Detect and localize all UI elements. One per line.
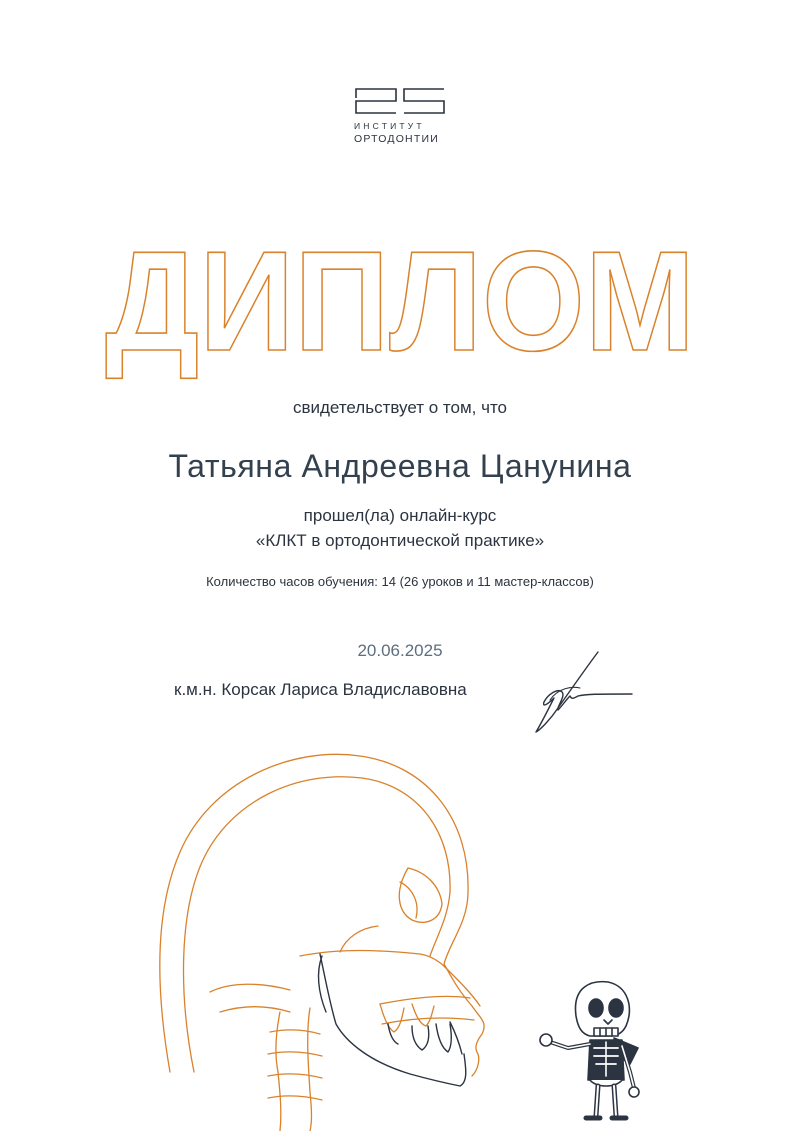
completed-course-text: прошел(ла) онлайн-курс	[303, 506, 497, 525]
recipient-name: Татьяна Андреевна Цанунина	[168, 448, 632, 484]
signer-name: к.м.н. Корсак Лариса Владиславовна	[174, 680, 467, 699]
course-name: «КЛКТ в ортодонтической практике»	[255, 531, 545, 550]
study-hours: Количество часов обучения: 14 (26 уроков и 11 мастер-классов)	[206, 574, 594, 589]
logo-mark-icon	[354, 86, 446, 116]
testify-text: свидетельствует о том, что	[292, 398, 508, 417]
skeleton-mascot-illustration	[538, 976, 642, 1126]
skull-xray-illustration	[150, 742, 510, 1131]
logo-line-institute: ИНСТИТУТ	[354, 121, 425, 131]
logo-line-orthodontics: ОРТОДОНТИИ	[354, 133, 439, 145]
diploma-title	[100, 222, 700, 382]
institute-logo	[354, 86, 446, 145]
signature-image	[528, 648, 638, 738]
issue-date: 20.06.2025	[357, 641, 443, 660]
diploma-title-text: ДИПЛОМ	[105, 222, 695, 381]
